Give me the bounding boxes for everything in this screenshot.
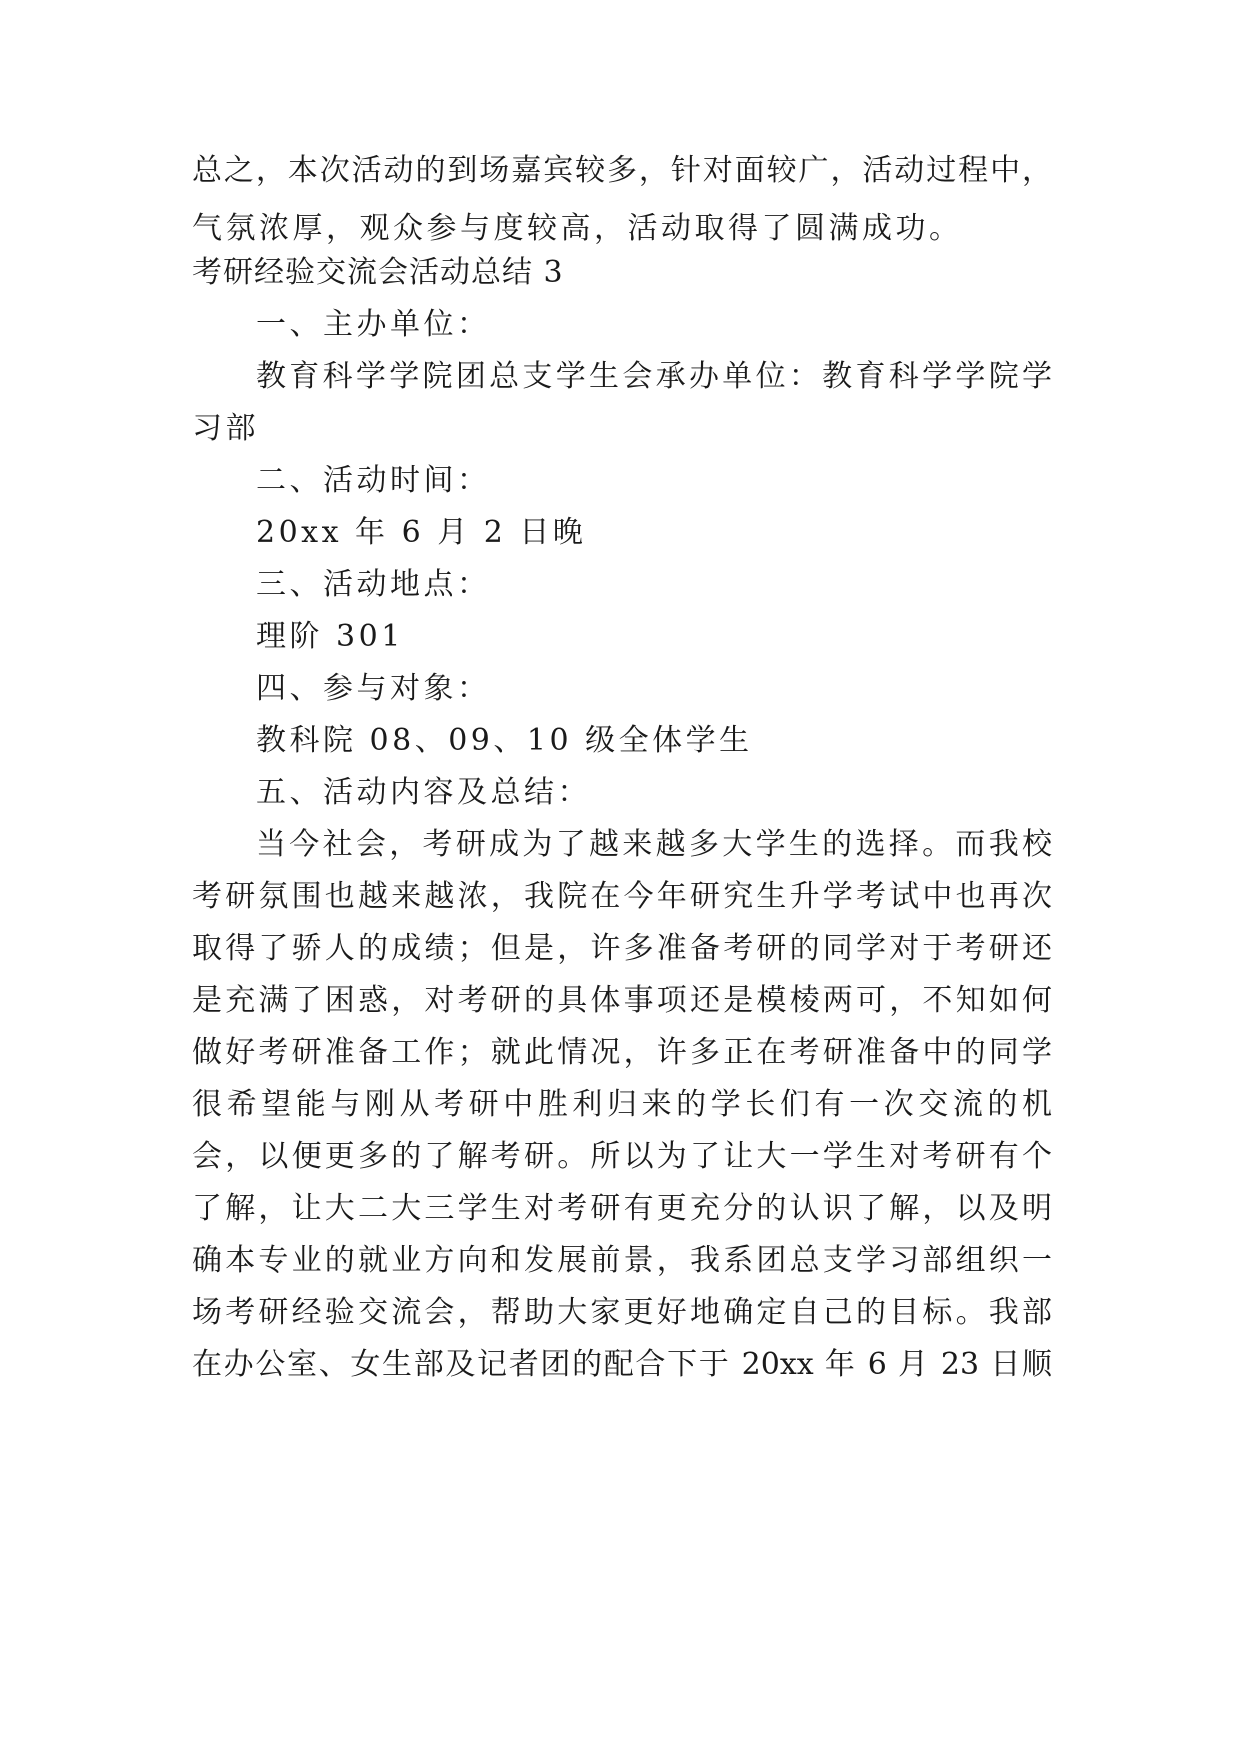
- activity-time: 20xx 年 6 月 2 日晚: [256, 515, 587, 550]
- paragraph-line: 做好考研准备工作；就此情况，许多正在考研准备中的同学: [192, 1035, 1052, 1070]
- paragraph-line: 教育科学学院团总支学生会承办单位：教育科学学院学: [256, 359, 1052, 394]
- paragraph-line: 当今社会，考研成为了越来越多大学生的选择。而我校: [256, 827, 1052, 862]
- section-heading-content: 五、活动内容及总结：: [256, 775, 591, 810]
- paragraph-line: 了解，让大二大三学生对考研有更充分的认识了解，以及明: [192, 1191, 1052, 1226]
- activity-location: 理阶 301: [256, 619, 404, 654]
- paragraph-line: 气氛浓厚，观众参与度较高，活动取得了圆满成功。: [192, 211, 963, 246]
- paragraph-line: 是充满了困惑，对考研的具体事项还是模棱两可，不知如何: [192, 983, 1052, 1018]
- section-heading-time: 二、活动时间：: [256, 463, 491, 498]
- paragraph-line: 会，以便更多的了解考研。所以为了让大一学生对考研有个: [192, 1139, 1052, 1174]
- paragraph-line: 总之，本次活动的到场嘉宾较多，针对面较广，活动过程中，: [192, 153, 1052, 188]
- activity-participants: 教科院 08、09、10 级全体学生: [256, 723, 753, 758]
- paragraph-line: 习部: [192, 411, 259, 446]
- paragraph-line: 考研氛围也越来越浓，我院在今年研究生升学考试中也再次: [192, 879, 1052, 914]
- paragraph-line: 在办公室、女生部及记者团的配合下于 20xx 年 6 月 23 日顺: [192, 1347, 1052, 1382]
- paragraph-line: 场考研经验交流会，帮助大家更好地确定自己的目标。我部: [192, 1295, 1052, 1330]
- section-heading-participants: 四、参与对象：: [256, 671, 491, 706]
- paragraph-line: 确本专业的就业方向和发展前景，我系团总支学习部组织一: [192, 1243, 1052, 1278]
- section-heading-organizer: 一、主办单位：: [256, 307, 491, 342]
- section-title: 考研经验交流会活动总结 3: [192, 255, 564, 290]
- paragraph-line: 很希望能与刚从考研中胜利归来的学长们有一次交流的机: [192, 1087, 1052, 1122]
- paragraph-line: 取得了骄人的成绩；但是，许多准备考研的同学对于考研还: [192, 931, 1052, 966]
- section-heading-location: 三、活动地点：: [256, 567, 491, 602]
